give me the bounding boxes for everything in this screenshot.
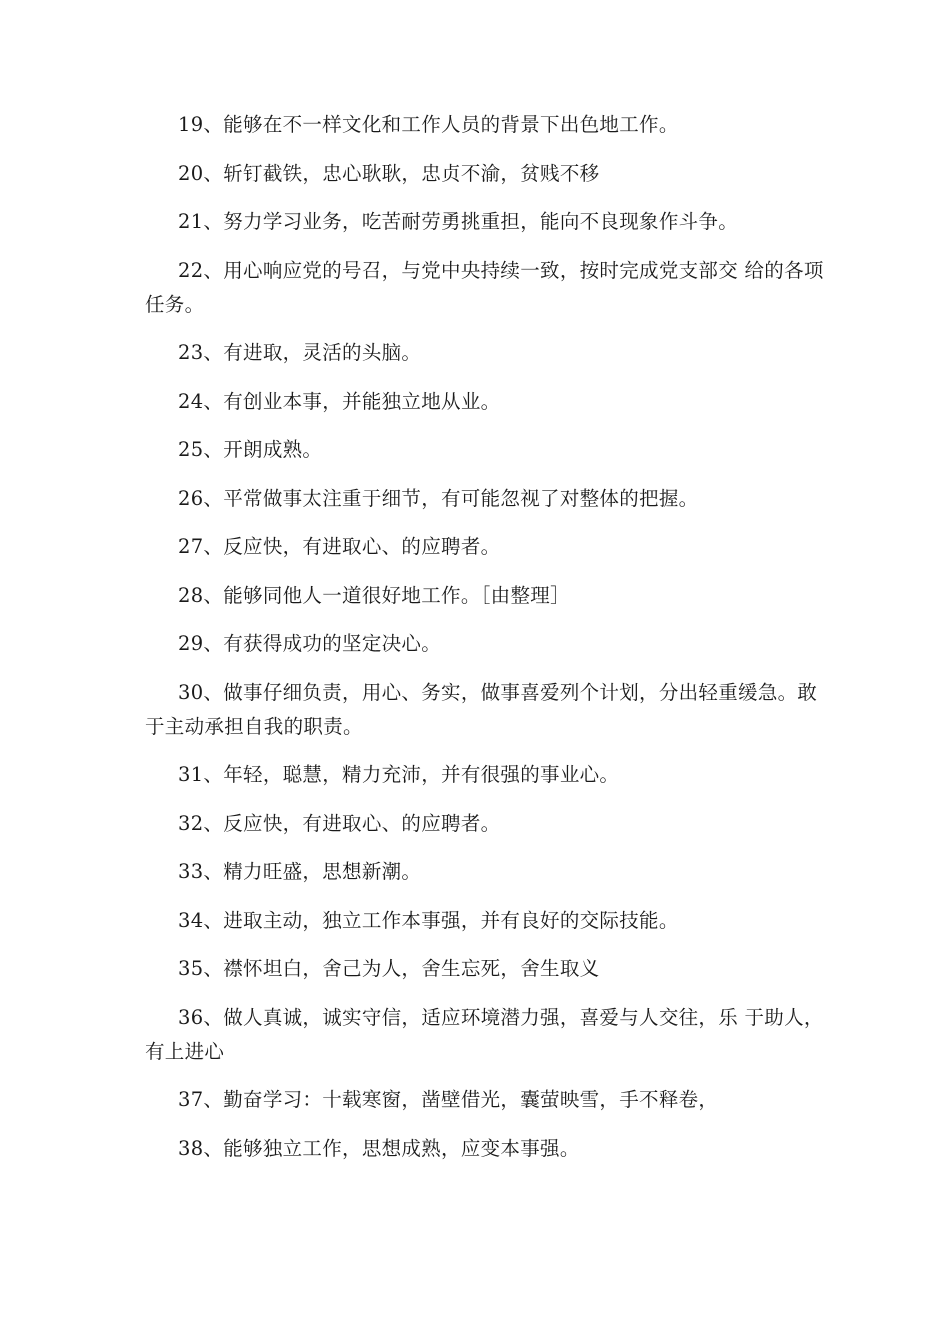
- document-body: [145, 108, 835, 1180]
- list-item: 27、反应快，有进取心、的应聘者。: [178, 535, 501, 558]
- list-item: 23、有进取，灵活的头脑。: [178, 341, 422, 364]
- list-item: 31、年轻，聪慧，精力充沛，并有很强的事业心。: [178, 763, 620, 786]
- list-item: 24、有创业本事，并能独立地从业。: [178, 389, 501, 413]
- list-item: 29、有获得成功的坚定决心。: [178, 632, 442, 655]
- list-item: 33、精力旺盛，思想新潮。: [178, 860, 422, 883]
- list-item: 38、能够独立工作，思想成熟，应变本事强。: [178, 1136, 580, 1160]
- list-item: 21、努力学习业务，吃苦耐劳勇挑重担，能向不良现象作斗争。: [178, 210, 739, 233]
- list-item: 37、勤奋学习：十载寒窗，凿壁借光，囊萤映雪，手不释卷，: [178, 1088, 719, 1111]
- list-item: 19、能够在不一样文化和工作人员的背景下出色地工作。: [178, 113, 679, 136]
- list-item: 36、做人真诚，诚实守信，适应环境潜力强，喜爱与人交往，乐 于助人，有上进心: [145, 1005, 824, 1063]
- list-item: 35、襟怀坦白，舍己为人，舍生忘死，舍生取义: [178, 957, 600, 980]
- list-item: 32、反应快，有进取心、的应聘者。: [178, 811, 501, 835]
- list-item: 26、平常做事太注重于细节，有可能忽视了对整体的把握。: [178, 486, 699, 510]
- list-item: 34、进取主动，独立工作本事强，并有良好的交际技能。: [178, 908, 679, 932]
- list-item: 20、斩钉截铁，忠心耿耿，忠贞不渝，贫贱不移: [178, 161, 600, 185]
- list-item: 30、做事仔细负责，用心、务实，做事喜爱列个计划，分出轻重缓急。敢于主动承担自我的职责。: [145, 680, 818, 738]
- list-item: 28、能够同他人一道很好地工作。［由整理］: [178, 583, 570, 607]
- list-item: 22、用心响应党的号召，与党中央持续一致，按时完成党支部交 给的各项任务。: [145, 258, 824, 316]
- list-item: 25、开朗成熟。: [178, 438, 323, 461]
